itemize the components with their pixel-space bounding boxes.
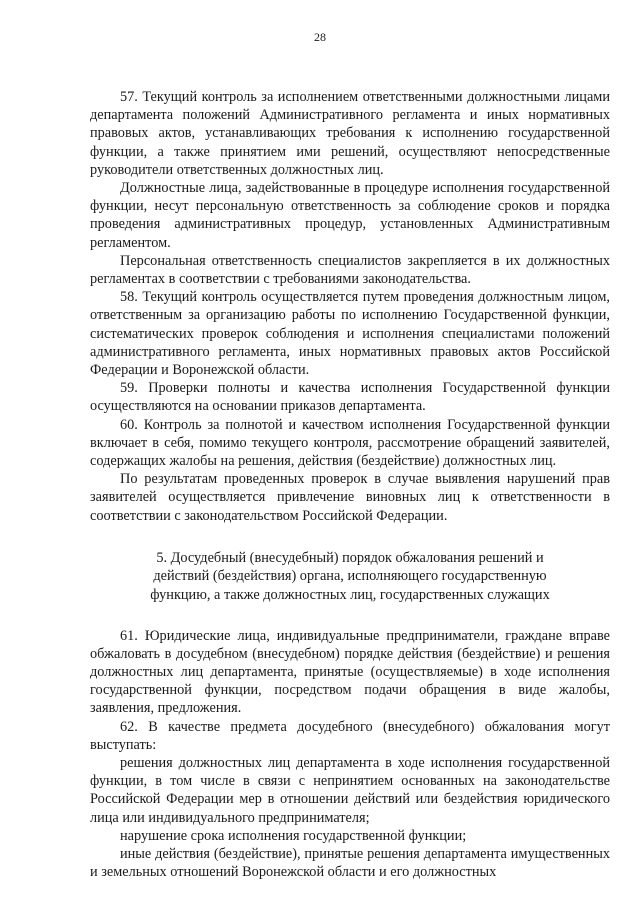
paragraph-57: 57. Текущий контроль за исполнением ответственными должностными лицами департамента положений Административного регламента и иных нормативных правовых актов, устанавливающих требования к исполнению государственной функции, а также принятием ими решений, осуществляют непосредственные руководители ответственных должностных лиц. xyxy=(90,89,610,178)
section-heading-line: действий (бездействия) органа, исполняющего государственную xyxy=(153,568,547,585)
paragraph-61: 61. Юридические лица, индивидуальные предприниматели, граждане вправе обжаловать в досудебном (внесудебном) порядке действия (бездействие) и решения должностных лиц департамента, принятые (осуществляемые) в ходе исполнения государственной функции, посредством подачи обращения в виде жалобы, заявления, предложения. xyxy=(90,627,610,717)
document-body xyxy=(90,88,610,882)
paragraph-officials-responsibility: Должностные лица, задействованные в процедуре исполнения государственной функции, несут персональную ответственность за соблюдение сроков и порядка проведения административных процедур, установленных Административным регламентом. xyxy=(90,180,610,251)
paragraph-58: 58. Текущий контроль осуществляется путем проведения должностным лицом, ответственным за организацию работы по исполнению Государственной функции, систематических проверок соблюдения и исполнения специалистами положений административного регламента, иных нормативных правовых актов Российской Федерации и Воронежской области. xyxy=(90,289,610,379)
section-heading-line: функцию, а также должностных лиц, государственных служащих xyxy=(150,587,550,604)
paragraph-personal-responsibility: Персональная ответственность специалистов закрепляется в их должностных регламентах в соответствии с требованиями законодательства. xyxy=(90,252,610,288)
section-heading xyxy=(90,549,610,605)
paragraph-60: 60. Контроль за полнотой и качеством исполнения Государственной функции включает в себя, помимо текущего контроля, рассмотрение обращений заявителей, содержащих жалобы на решения, действия (бездействие) должностных лиц. xyxy=(90,416,610,470)
paragraph-deadline-violation: нарушение срока исполнения государственной функции; xyxy=(120,827,467,844)
section-heading-line: 5. Досудебный (внесудебный) порядок обжалования решений и xyxy=(156,549,544,566)
page-number: 28 xyxy=(314,30,326,44)
paragraph-check-results: По результатам проведенных проверок в случае выявления нарушений прав заявителей осуществляется привлечение виновных лиц к ответственности в соответствии с законодательством Российской Федерации. xyxy=(90,471,610,524)
paragraph-59: 59. Проверки полноты и качества исполнения Государственной функции осуществляются на основании приказов департамента. xyxy=(90,380,610,415)
paragraph-decisions: решения должностных лиц департамента в ходе исполнения государственной функции, в том числе в связи с непринятием основанных на законодательстве Российской Федерации мер в отношении действий или бездействия юридического лица или индивидуального предпринимателя; xyxy=(90,755,610,826)
paragraph-62: 62. В качестве предмета досудебного (внесудебного) обжалования могут выступать: xyxy=(90,718,610,753)
paragraph-other-actions: иные действия (бездействие), принятые решения департамента имущественных и земельных отношений Воронежской области и его должностных xyxy=(90,846,610,881)
